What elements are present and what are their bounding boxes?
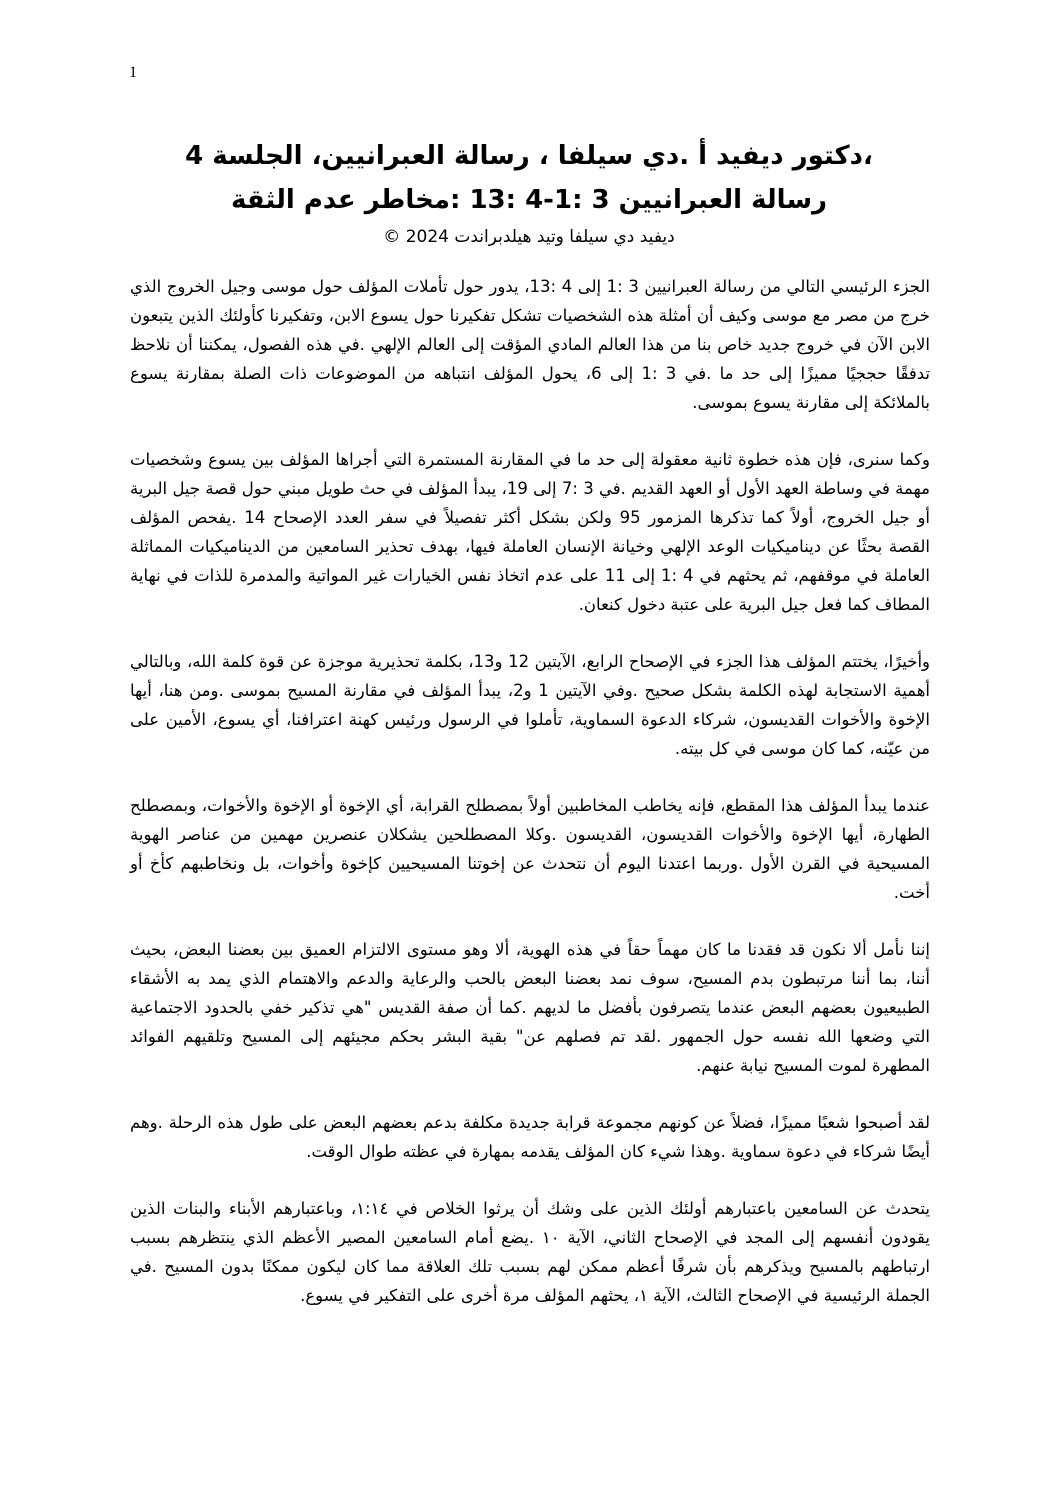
document-body xyxy=(130,272,930,1338)
paragraph: وكما سنرى، فإن هذه خطوة ثانية معقولة إلى حد ما في المقارنة المستمرة التي أجراها المؤلف بين يسوع وشخصيات مهمة في وساطة العهد الأول أو العهد القديم .في 3 :7 إلى 19، يبدأ المؤلف في حث طويل مبني حول قصة جيل البرية أو جيل الخروج، أولاً كما تذكرها المزمور 95 ولكن بشكل أكثر تفصيلاً في سفر العدد الإصحاح 14 .يفحص المؤلف القصة بحثًا عن ديناميكيات الوعد الإلهي وخيانة الإنسان العاملة فيها، بهدف تحذير السامعين من الديناميكيات المماثلة العاملة في موقفهم، ثم يحثهم في 4 :1 إلى 11 على عدم اتخاذ نفس الخيارات غير المواتية والمدمرة للذات في نهاية المطاف كما فعل جيل البرية على عتبة دخول كنعان. xyxy=(130,450,930,614)
paragraph: وأخيرًا، يختتم المؤلف هذا الجزء في الإصحاح الرابع، الآيتين 12 و13، بكلمة تحذيرية موجزة عن قوة كلمة الله، وبالتالي أهمية الاستجابة لهذه الكلمة بشكل صحيح .وفي الآيتين 1 و2، يبدأ المؤلف في مقارنة المسيح بموسى .ومن هنا، أيها الإخوة والأخوات القديسون، شركاء الدعوة السماوية، تأملوا في الرسول ورئيس كهنة اعترافنا، أي يسوع، الأمين على من عيّنه، كما كان موسى في كل بيته. xyxy=(130,652,931,758)
document-title-line-2: رسالة العبرانيين 3 :1-4 :13 :مخاطر عدم الثقة xyxy=(231,185,827,215)
copyright-byline: ديفيد دي سيلفا وتيد هيلدبراندت 2024 © xyxy=(383,227,675,247)
document-header xyxy=(130,134,928,252)
paragraph: الجزء الرئيسي التالي من رسالة العبرانيين 3 :1 إلى 4 :13، يدور حول تأملات المؤلف حول موسى وجيل الخروج الذي خرج من مصر مع موسى وكيف أن أمثلة هذه الشخصيات تشكل تفكيرنا حول يسوع الابن، وتفكيرنا كأولئك الذين يتبعون الابن الآن في خروج جديد خاص بنا من هذا العالم المادي المؤقت إلى العالم الإلهي .في هذه الفصول، يمكننا أن نلاحظ تدفقًا حججيًا مميزًا إلى حد ما .في 3 :1 إلى 6، يحول المؤلف انتباهه من الموضوعات ذات الصلة بمقارنة يسوع بالملائكة إلى مقارنة يسوع بموسى. xyxy=(130,277,931,412)
document-title-line-1: ،دكتور ديفيد أ .دي سيلفا ، رسالة العبرانيين، الجلسة 4 xyxy=(185,141,873,171)
paragraph: يتحدث عن السامعين باعتبارهم أولئك الذين على وشك أن يرثوا الخلاص في ١:١٤، وباعتبارهم الأبناء والبنات الذين يقودون أنفسهم إلى المجد في الإصحاح الثاني، الآية ١٠ .يضع أمام السامعين المصير الأعظم الذي ينتظرهم بسبب ارتباطهم بالمسيح ويذكرهم بأن شرفًا أعظم ممكن لهم بسبب تلك العلاقة مما كان ليكون ممكنًا بدون المسيح .في الجملة الرئيسية في الإصحاح الثالث، الآية ١، يحثهم المؤلف مرة أخرى على التفكير في يسوع. xyxy=(130,1199,931,1305)
paragraph: عندما يبدأ المؤلف هذا المقطع، فإنه يخاطب المخاطبين أولاً بمصطلح القرابة، أي الإخوة أو الإخوة والأخوات، وبمصطلح الطهارة، أيها الإخوة والأخوات القديسون، القديسون .وكلا المصطلحين يشكلان عنصرين مهمين من عناصر الهوية المسيحية في القرن الأول .وربما اعتدنا اليوم أن نتحدث عن إخوتنا المسيحيين كإخوة وأخوات، بل ونخاطبهم كأخ أو أخت. xyxy=(130,796,930,902)
paragraph: إننا نأمل ألا نكون قد فقدنا ما كان مهماً حقاً في هذه الهوية، ألا وهو مستوى الالتزام العميق بين بعضنا البعض، بحيث أننا، بما أننا مرتبطون بدم المسيح، سوف نمد بعضنا البعض بالحب والرعاية والدعم والاهتمام الذي يمد به الأشقاء الطبيعيون بعضهم البعض عندما يتصرفون بأفضل ما لديهم .كما أن صفة القديس "هي تذكير خفي بالحدود الاجتماعية التي وضعها الله نفسه حول الجمهور .لقد تم فصلهم عن" بقية البشر بحكم مجيئهم إلى المسيح وتلقيهم الفوائد المطهرة لموت المسيح نيابة عنهم. xyxy=(130,940,930,1075)
page-number: 1 xyxy=(129,64,137,81)
paragraph: لقد أصبحوا شعبًا مميزًا، فضلاً عن كونهم مجموعة قرابة جديدة مكلفة بدعم بعضهم البعض على طول هذه الرحلة .وهم أيضًا شركاء في دعوة سماوية .وهذا شيء كان المؤلف يقدمه بمهارة في عظته طوال الوقت. xyxy=(130,1113,930,1161)
